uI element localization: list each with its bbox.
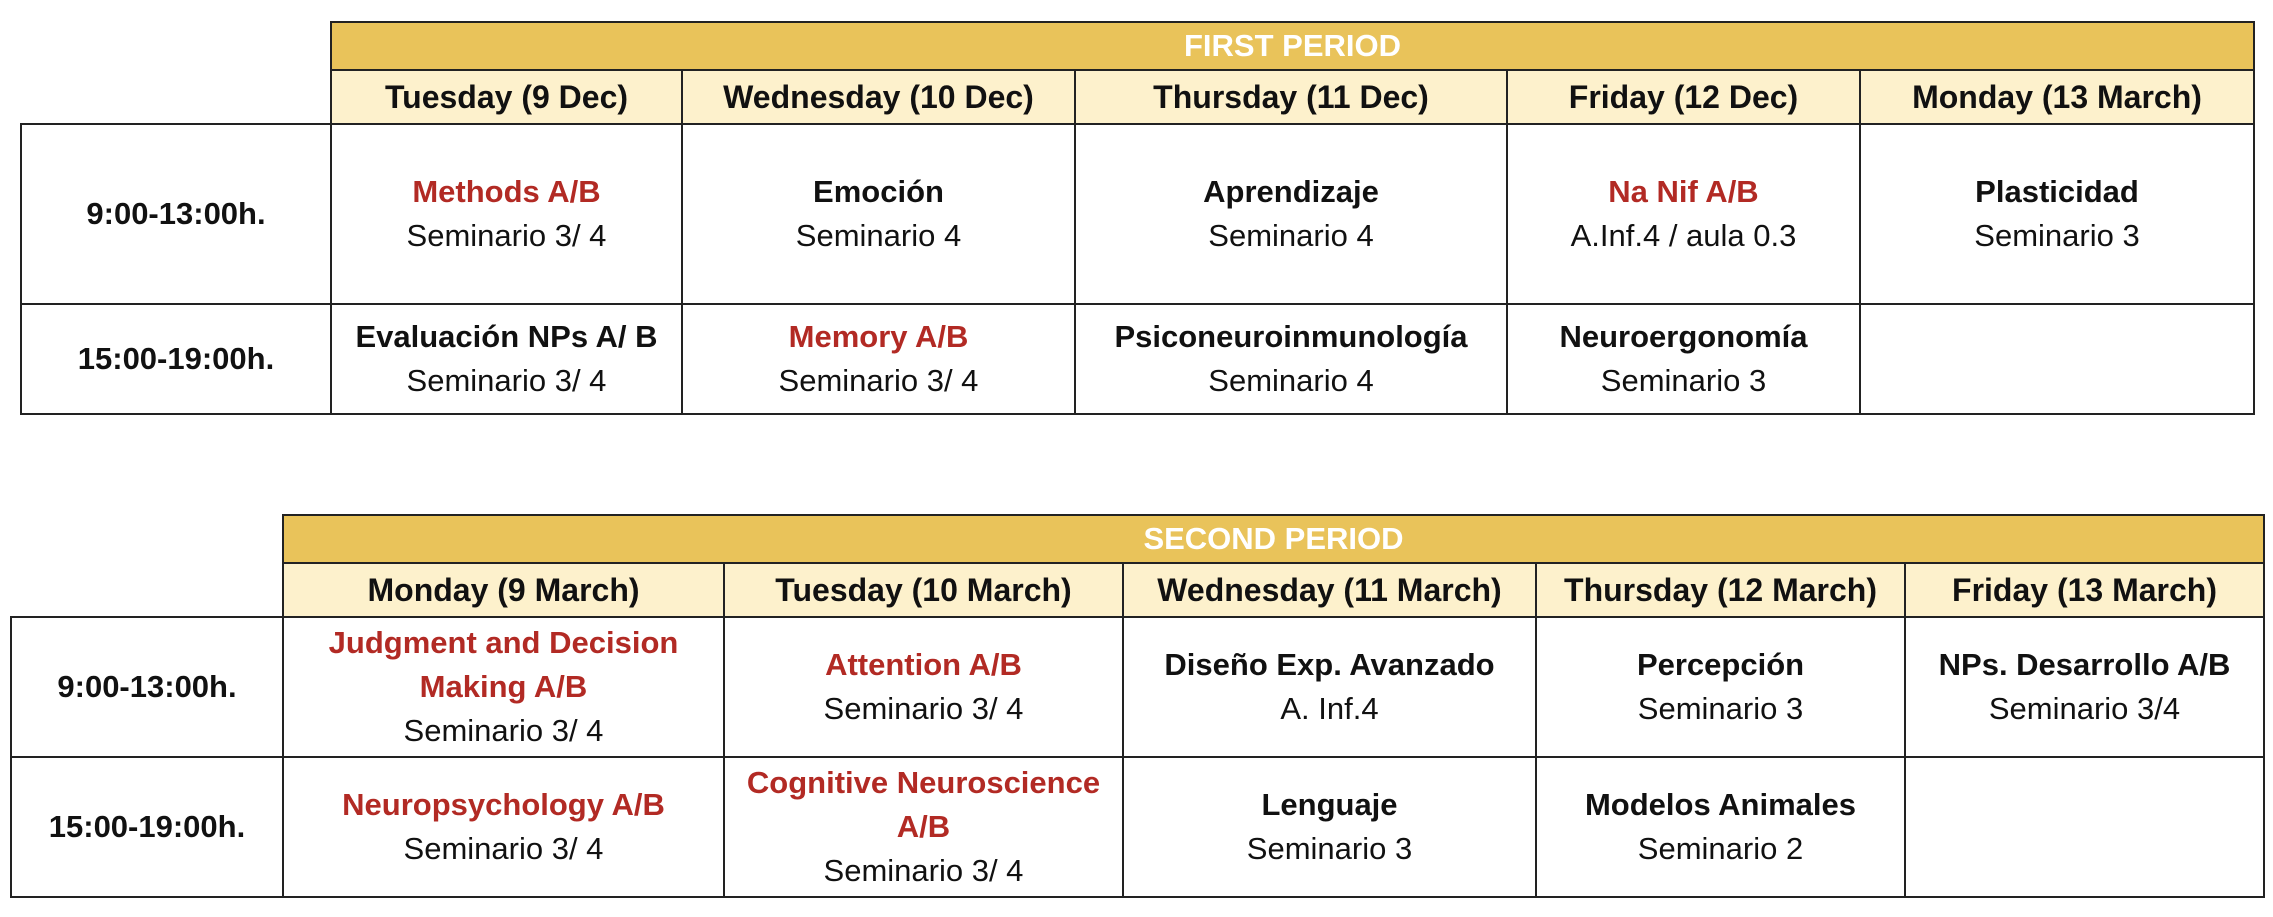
day-header: Friday (13 March) bbox=[1905, 563, 2264, 617]
corner-spacer bbox=[21, 70, 331, 124]
course-name: Plasticidad bbox=[1975, 174, 2139, 209]
course-name: Psiconeuroinmunología bbox=[1114, 319, 1468, 354]
course-name: Diseño Exp. Avanzado bbox=[1164, 647, 1495, 682]
schedule-cell bbox=[283, 757, 724, 897]
course-name: Percepción bbox=[1636, 647, 1805, 682]
schedule-cell bbox=[1075, 304, 1507, 414]
course-name: Cognitive Neuroscience A/B bbox=[746, 765, 1101, 844]
schedule-cell-empty bbox=[1860, 304, 2254, 414]
course-name: Neuroergonomía bbox=[1559, 319, 1808, 354]
day-header: Monday (9 March) bbox=[283, 563, 724, 617]
course-name: Attention A/B bbox=[825, 647, 1022, 682]
room-name: Seminario 3 bbox=[1637, 691, 1804, 726]
schedule-cell bbox=[1860, 124, 2254, 304]
period-title: FIRST PERIOD bbox=[331, 22, 2254, 70]
table-row bbox=[11, 617, 2264, 757]
day-header: Thursday (11 Dec) bbox=[1075, 70, 1507, 124]
schedule-cell bbox=[682, 304, 1075, 414]
room-name: Seminario 3/ 4 bbox=[823, 691, 1024, 726]
period-title: SECOND PERIOD bbox=[283, 515, 2264, 563]
room-name: A. Inf.4 bbox=[1280, 691, 1379, 726]
course-name: Neuropsychology A/B bbox=[342, 787, 665, 822]
room-name: Seminario 3/ 4 bbox=[403, 831, 604, 866]
schedule-cell bbox=[1507, 304, 1860, 414]
room-name: Seminario 3/ 4 bbox=[406, 218, 607, 253]
day-header: Thursday (12 March) bbox=[1536, 563, 1905, 617]
day-header: Friday (12 Dec) bbox=[1507, 70, 1860, 124]
course-name: NPs. Desarrollo A/B bbox=[1938, 647, 2231, 682]
corner-spacer bbox=[11, 515, 283, 563]
room-name: A.Inf.4 / aula 0.3 bbox=[1570, 218, 1797, 253]
room-name: Seminario 3 bbox=[1600, 363, 1767, 398]
day-header: Wednesday (11 March) bbox=[1123, 563, 1536, 617]
table-row bbox=[21, 124, 2254, 304]
schedule-cell bbox=[1123, 757, 1536, 897]
corner-spacer bbox=[21, 22, 331, 70]
schedule-cell bbox=[1507, 124, 1860, 304]
room-name: Seminario 2 bbox=[1637, 831, 1804, 866]
day-header: Monday (13 March) bbox=[1860, 70, 2254, 124]
schedule-cell bbox=[1905, 617, 2264, 757]
room-name: Seminario 4 bbox=[795, 218, 962, 253]
schedule-cell bbox=[283, 617, 724, 757]
room-name: Seminario 4 bbox=[1208, 363, 1374, 398]
course-name: Na Nif A/B bbox=[1608, 174, 1759, 209]
room-name: Seminario 3/ 4 bbox=[406, 363, 607, 398]
time-slot: 15:00-19:00h. bbox=[11, 757, 283, 897]
time-slot: 15:00-19:00h. bbox=[21, 304, 331, 414]
course-name: Judgment and Decision Making A/B bbox=[328, 625, 679, 704]
room-name: Seminario 3/4 bbox=[1988, 691, 2181, 726]
room-name: Seminario 4 bbox=[1208, 218, 1374, 253]
room-name: Seminario 3/ 4 bbox=[403, 713, 604, 748]
schedule-cell bbox=[331, 124, 682, 304]
day-header: Tuesday (10 March) bbox=[724, 563, 1123, 617]
schedule-cell bbox=[1123, 617, 1536, 757]
room-name: Seminario 3/ 4 bbox=[778, 363, 979, 398]
time-slot: 9:00-13:00h. bbox=[11, 617, 283, 757]
course-name: Aprendizaje bbox=[1203, 174, 1379, 209]
room-name: Seminario 3/ 4 bbox=[823, 853, 1024, 888]
schedule-cell bbox=[331, 304, 682, 414]
table-row bbox=[11, 757, 2264, 897]
schedule-cell bbox=[724, 757, 1123, 897]
second-period-table bbox=[10, 514, 2265, 898]
course-name: Evaluación NPs A/ B bbox=[355, 319, 658, 354]
day-header: Wednesday (10 Dec) bbox=[682, 70, 1075, 124]
course-name: Methods A/B bbox=[412, 174, 601, 209]
room-name: Seminario 3 bbox=[1246, 831, 1413, 866]
course-name: Emoción bbox=[813, 174, 944, 209]
room-name: Seminario 3 bbox=[1974, 218, 2140, 253]
schedule-cell bbox=[1536, 757, 1905, 897]
schedule-cell bbox=[682, 124, 1075, 304]
course-name: Modelos Animales bbox=[1584, 787, 1857, 822]
course-name: Lenguaje bbox=[1261, 787, 1398, 822]
table-row bbox=[21, 304, 2254, 414]
schedule-cell bbox=[1536, 617, 1905, 757]
first-period-table bbox=[20, 21, 2255, 415]
corner-spacer bbox=[11, 563, 283, 617]
schedule-cell bbox=[1075, 124, 1507, 304]
schedule-cell-empty bbox=[1905, 757, 2264, 897]
schedule-cell bbox=[724, 617, 1123, 757]
time-slot: 9:00-13:00h. bbox=[21, 124, 331, 304]
day-header: Tuesday (9 Dec) bbox=[331, 70, 682, 124]
course-name: Memory A/B bbox=[788, 319, 969, 354]
